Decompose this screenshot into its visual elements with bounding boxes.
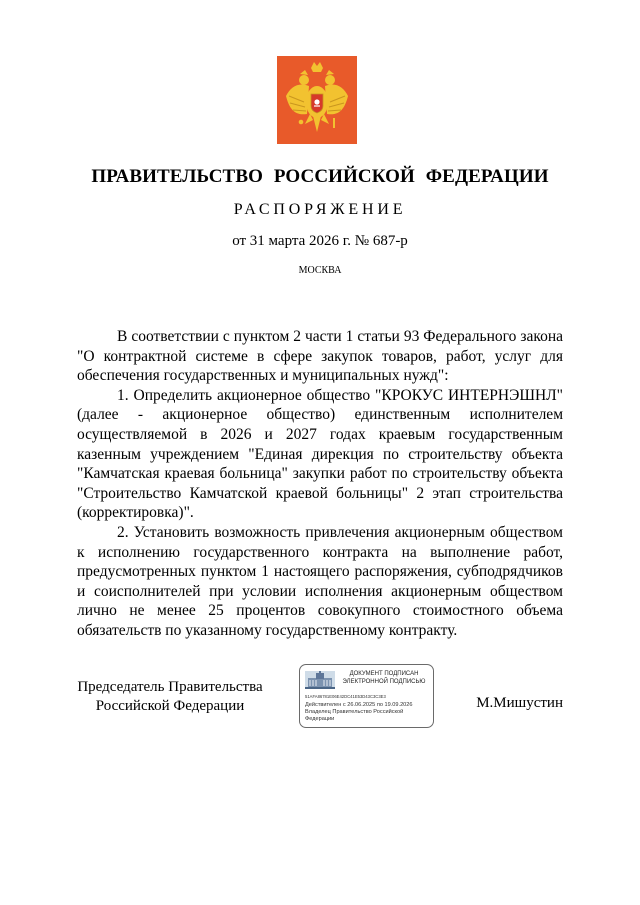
document-type: РАСПОРЯЖЕНИЕ [233, 201, 407, 218]
stamp-owner-line-1: Владелец Правительство Российской [305, 709, 404, 715]
signatory-role-line-2: Российской Федерации [95, 698, 245, 714]
stamp-heading [338, 671, 430, 686]
stamp-validity: Действителен с 26.06.2025 по 19.09.2026 [305, 702, 413, 708]
electronic-signature-stamp [299, 664, 434, 728]
stamp-heading-line-1: ДОКУМЕНТ ПОДПИСАН [349, 671, 419, 677]
government-building-icon [305, 671, 335, 689]
government-title: ПРАВИТЕЛЬСТВО РОССИЙСКОЙ ФЕДЕРАЦИИ [91, 166, 549, 187]
signatory-role-line-1: Председатель Правительства [77, 679, 263, 695]
document-date-number: от 31 марта 2026 г. № 687-р [232, 233, 408, 249]
double-headed-eagle-icon [277, 56, 357, 144]
signatory-role [60, 678, 280, 716]
document-city: МОСКВА [298, 265, 342, 276]
body-paragraph-intro: В соответствии с пунктом 2 части 1 статьи 93 Федерального закона "О контрактной системе в сфере закупок товаров, работ, услуг для обеспечения государственных и муниципальных нужд": [77, 328, 563, 385]
coat-of-arms-emblem [277, 56, 357, 144]
body-paragraph-item-1: 1. Определить акционерное общество "КРОКУС ИНТЕРНЭШНЛ" (далее - акционерное общество) единственным исполнителем осуществляемой в 2026 и 2027 годах краевым государственным казенным учреждением "Единая дирекция по строительству объекта "Камчатская краевая больница" закупки работ по строительству объекта "Строительство Камчатской краевой больницы" 2 этап строительства (корректировка)". [77, 386, 563, 522]
document-body [77, 327, 563, 641]
signatory-name: М.Мишустин [476, 695, 563, 711]
stamp-certificate-number: 51AFA86781E06E42DC41E53D43C3C3E3 [305, 694, 386, 699]
stamp-owner-line-2: Федерации [305, 716, 335, 722]
body-paragraph-item-2: 2. Установить возможность привлечения акционерным обществом к исполнению государственного контракта на выполнение работ, предусмотренных пунктом 1 настоящего распоряжения, субподрядчиков и соисполнителей при условии исполнения акционерным обществом лично не менее 25 процентов совокупного стоимостного объема обязательств по указанному государственному контракту. [77, 523, 563, 639]
stamp-heading-line-2: ЭЛЕКТРОННОЙ ПОДПИСЬЮ [342, 678, 426, 685]
